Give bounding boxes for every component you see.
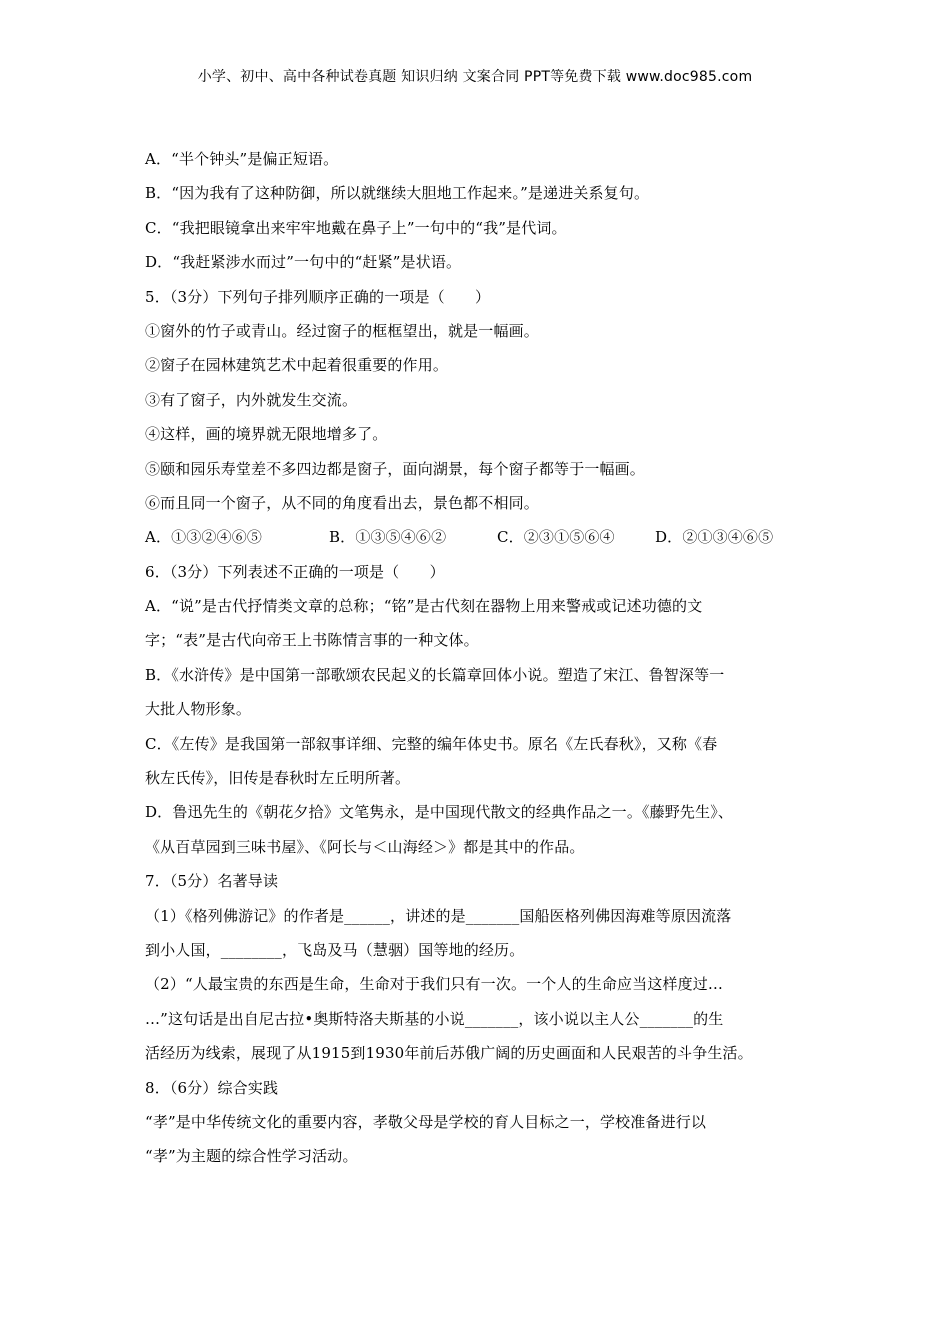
- q4-option-d: D．“我赶紧涉水而过”一句中的“赶紧”是状语。: [145, 253, 462, 272]
- q5-sentence-3: ③有了窗子，内外就发生交流。: [145, 390, 358, 409]
- q6-option-d-line1: D．鲁迅先生的《朝花夕拾》文笔隽永，是中国现代散文的经典作品之一。《藤野先生》、: [145, 803, 734, 822]
- q7-part2-line2: …”这句话是出自尼古拉•奥斯特洛夫斯基的小说_______，该小说以主人公_______的生: [145, 1009, 724, 1028]
- q6-option-b-line1: B．《水浒传》是中国第一部歌颂农民起义的长篇章回体小说。塑造了宋江、鲁智深等一: [145, 665, 725, 684]
- q7-stem: 7．（5分）名著导读: [145, 872, 279, 891]
- q8-intro-line2: “孝”为主题的综合性学习活动。: [145, 1147, 358, 1166]
- exam-content: [145, 147, 810, 1179]
- q6-option-b-line2: 大批人物形象。: [145, 700, 252, 719]
- q5-sentence-6: ⑥而且同一个窗子，从不同的角度看出去，景色都不相同。: [145, 493, 539, 512]
- q5-option-b: B．①③⑤④⑥②: [329, 528, 447, 547]
- q6-stem: 6．（3分）下列表述不正确的一项是（ ）: [145, 562, 445, 581]
- q6-option-a-line1: A．“说”是古代抒情类文章的总称；“铭”是古代刻在器物上用来警戒或记述功德的文: [145, 597, 703, 616]
- q6-option-c-line2: 秋左氏传》，旧传是春秋时左丘明所著。: [145, 769, 411, 788]
- q5-option-c: C．②③①⑤⑥④: [497, 528, 615, 547]
- q5-sentence-4: ④这样，画的境界就无限地增多了。: [145, 425, 388, 444]
- q8-intro-line1: “孝”是中华传统文化的重要内容，孝敬父母是学校的育人目标之一，学校准备进行以: [145, 1112, 707, 1131]
- q6-option-c-line1: C．《左传》是我国第一部叙事详细、完整的编年体史书。原名《左氏春秋》，又称《春: [145, 734, 718, 753]
- q5-options: [145, 525, 810, 559]
- q5-stem: 5．（3分）下列句子排列顺序正确的一项是（ ）: [145, 287, 491, 306]
- q4-option-c: C．“我把眼镜拿出来牢牢地戴在鼻子上”一句中的“我”是代词。: [145, 218, 567, 237]
- q7-part1-line1: （1）《格列佛游记》的作者是______，讲述的是_______国船医格列佛因海难等原因流落: [145, 906, 732, 925]
- q4-option-a: A．“半个钟头”是偏正短语。: [145, 150, 339, 168]
- q4-option-b: B．“因为我有了这种防御，所以就继续大胆地工作起来。”是递进关系复句。: [145, 184, 650, 203]
- q7-part1-line2: 到小人国，________，飞岛及马（慧骃）国等地的经历。: [145, 940, 525, 959]
- q5-option-d: D．②①③④⑥⑤: [655, 528, 774, 547]
- page-header-banner: 小学、初中、高中各种试卷真题 知识归纳 文案合同 PPT等免费下载 www.doc985.com: [197, 69, 753, 85]
- q7-part2-line1: （2）“人最宝贵的东西是生命，生命对于我们只有一次。一个人的生命应当这样度过…: [145, 975, 724, 994]
- q5-sentence-2: ②窗子在园林建筑艺术中起着很重要的作用。: [145, 356, 449, 375]
- q5-sentence-1: ①窗外的竹子或青山。经过窗子的框框望出，就是一幅画。: [145, 321, 539, 340]
- q8-stem: 8．（6分）综合实践: [145, 1078, 279, 1097]
- q6-option-a-line2: 字；“表”是古代向帝王上书陈情言事的一种文体。: [145, 631, 479, 650]
- q7-part2-line3: 活经历为线索，展现了从1915到1930年前后苏俄广阔的历史画面和人民艰苦的斗争生活。: [145, 1044, 753, 1063]
- q6-option-d-line2: 《从百草园到三味书屋》、《阿长与＜山海经＞》都是其中的作品。: [145, 837, 585, 856]
- q5-option-a: A．①③②④⑥⑤: [145, 528, 263, 547]
- q5-sentence-5: ⑤颐和园乐寿堂差不多四边都是窗子，面向湖景，每个窗子都等于一幅画。: [145, 459, 645, 478]
